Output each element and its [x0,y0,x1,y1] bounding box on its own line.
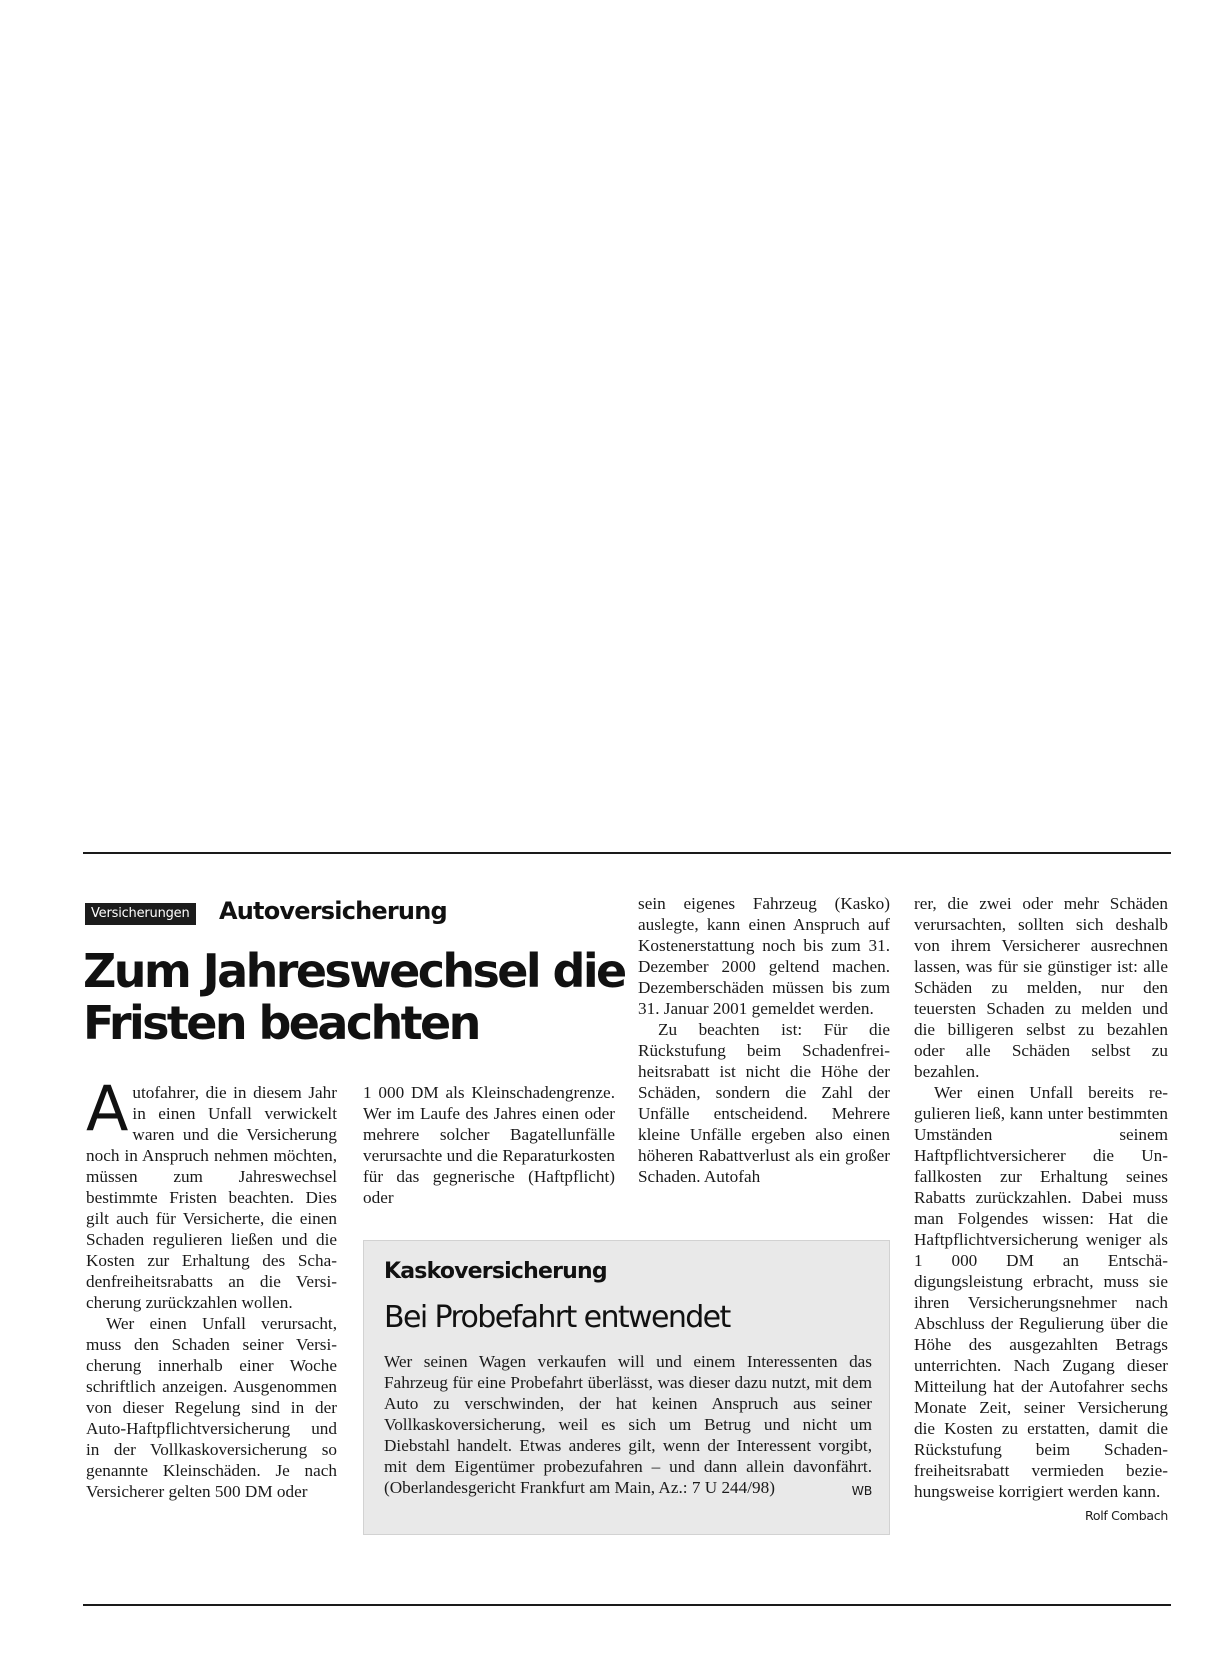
bottom-rule [83,1604,1171,1606]
article-headline [83,945,643,1049]
sidebar-text [384,1351,872,1501]
article-column-1 [86,1072,337,1502]
drop-cap: A [86,1072,129,1145]
body-paragraph: rer, die zwei oder mehr Schäden verursachten, sollten sich deshalb von ihrem Versicherer ausrechnen lassen, was für sie günstiger ist: alle Schäden zu melden, nur den teuersten Schaden zu melden und die billigeren selbst zu bezahlen oder alle Schäden selbst zu bezahlen. [914,894,1168,1081]
section-badge: Versicherungen [85,903,196,925]
body-text: Wer einen Unfall bereits regulieren ließ, kann unter bestimmten Umständen seinem Haftpflichtversicherer die Unfallkosten zur Erhaltung seines Rabatts zurückzahlen. Dabei muss man Folgendes wissen: Hat die Haftpflichtversicherung weniger als 1 000 DM an Entschädigungsleistung erbracht, muss sie ihren Versicherungsnehmer nach Abschluss der Regulierung über die Höhe des ausgezahlten Betrags unterrichten. Nach Zugang dieser Mitteilung hat der Autofahrer sechs Monate Zeit, seiner Versicherung die Kosten zu erstatten, damit die Rückstufung beim Schadenfreiheitsrabatt vermieden beziehungsweise korrigiert werden kann. [914,1083,1168,1501]
body-paragraph [914,1082,1168,1523]
body-paragraph: sein eigenes Fahrzeug (Kasko) auslegte, kann einen Anspruch auf Kostenerstattung noch bis zum 31. Dezember 2000 geltend machen. Dezemberschäden müssen bis zum 31. Januar 2001 gemeldet werden. [638,894,890,1018]
article-column-3 [638,893,890,1187]
body-paragraph: Wer einen Unfall verursacht, muss den Schaden seiner Versicherung innerhalb einer Woche schriftlich anzeigen. Ausgenommen von dieser Regelung sind in der Auto-Haftpflichtversicherung und in der Vollkaskoversicherung so genannte Kleinschäden. Je nach Versicherer gelten 500 DM oder [86,1314,337,1501]
sidebar-signature: WB [851,1483,872,1498]
sidebar-title: Bei Probefahrt entwendet [384,1300,730,1335]
headline-line-2: Fristen beachten [83,996,479,1050]
body-text: utofahrer, die in diesem Jahr in einen Unfall verwickelt waren und die Versicherung noch in Anspruch nehmen möchten, müssen zum Jahreswechsel bestimmte Fristen beachten. Dies gilt auch für Versicherte, die einen Schaden regulieren ließen und die Kosten zur Erhaltung des Schadenfreiheitsrabatts an die Versicherung zurückzahlen wollen. [86,1083,337,1312]
sidebar-kicker: Kaskoversicherung [384,1259,607,1284]
top-rule [83,852,1171,854]
author-byline: Rolf Combach [1085,1508,1168,1523]
body-paragraph: 1 000 DM als Kleinschadengrenze. Wer im Laufe des Jahres einen oder mehrere solcher Bagatellunfälle verursachte und die Reparaturkosten für das gegnerische (Haftpflicht) oder [363,1083,615,1207]
body-paragraph [86,1072,337,1313]
article-column-2 [363,1082,615,1208]
sidebar-box [363,1240,890,1535]
headline-line-1: Zum Jahreswechsel die [83,944,625,998]
body-paragraph: Zu beachten ist: Für die Rückstufung beim Schadenfreiheitsrabatt ist nicht die Höhe der Schäden, sondern die Zahl der Unfälle entscheidend. Mehrere kleine Unfälle ergeben also einen höheren Rabattverlust als ein großer Schaden. Autofah [638,1020,890,1186]
article-kicker: Autoversicherung [219,897,447,925]
sidebar-body: Wer seinen Wagen verkaufen will und einem Interessenten das Fahrzeug für eine Probefahrt überlässt, was dieser dazu nutzt, mit dem Auto zu verschwinden, der hat keinen Anspruch aus seiner Vollkaskoversicherung, weil es sich um Betrug und nicht um Diebstahl handelt. Etwas anderes gilt, wenn der Interessent vorgibt, mit dem Eigentümer probezufahren – und dann allein davonfährt. (Oberlandesgericht Frankfurt am Main, Az.: 7 U 244/98) [384,1352,872,1497]
article-column-4 [914,893,1168,1526]
